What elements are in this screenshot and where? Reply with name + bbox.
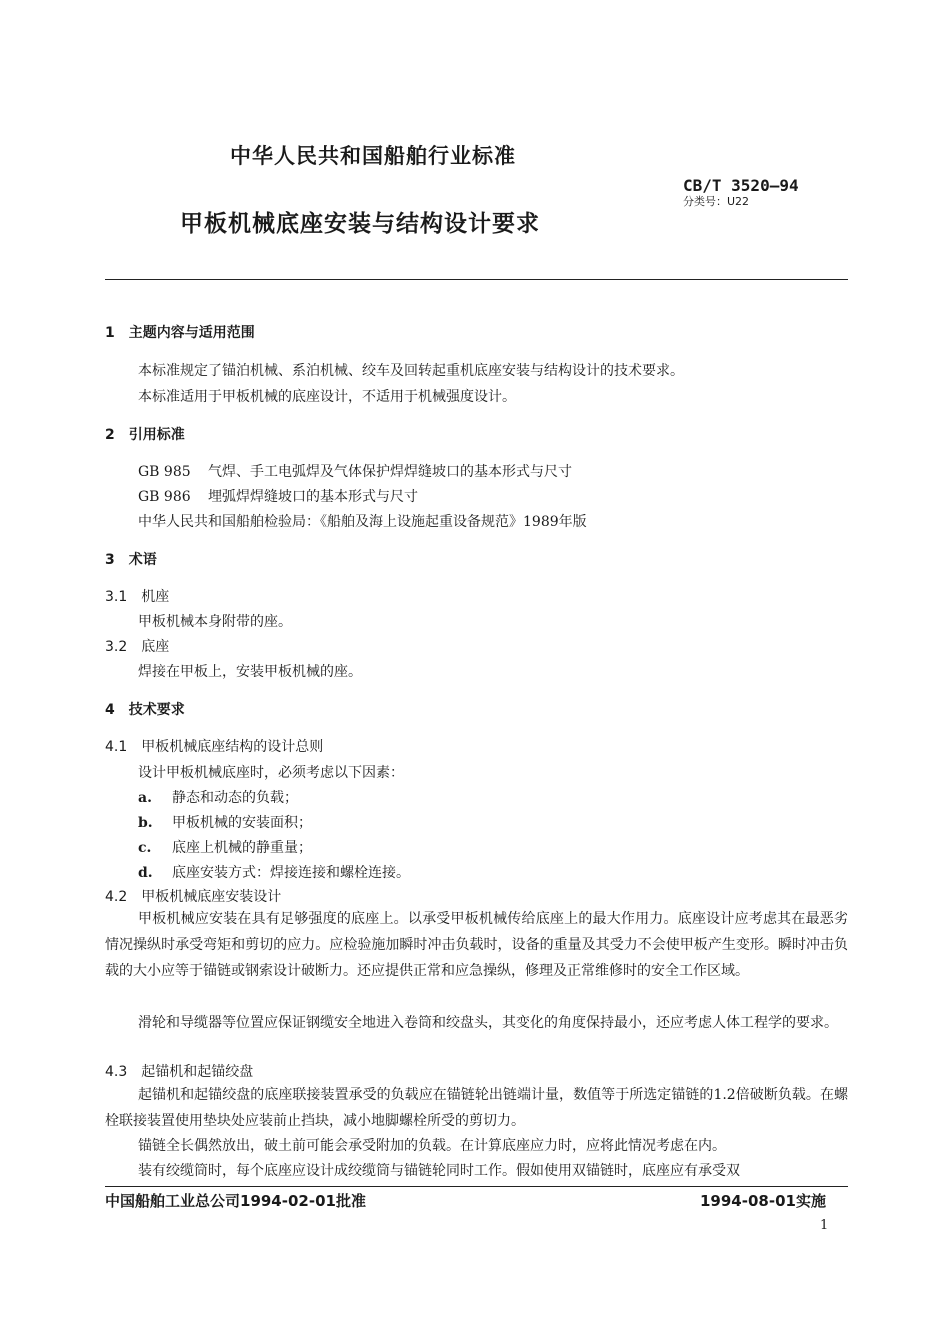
section-1-paragraph-1: 本标准规定了锚泊机械、系泊机械、绞车及回转起重机底座安装与结构设计的技术要求。: [138, 363, 684, 379]
page-number: 1: [820, 1218, 829, 1233]
clause-4-3-paragraph-1: 起锚机和起锚绞盘的底座联接装置承受的负载应在锚链轮出链端计量，数值等于所选定锚链的1.2倍破断负载。在螺栓联接装置使用垫块处应装前止挡块，减小地脚螺栓所受的剪切力。: [105, 1087, 848, 1129]
list-item-label: b.: [138, 815, 153, 831]
list-item-text: 甲板机械的安装面积；: [172, 815, 312, 831]
reference-code: GB 985: [138, 464, 191, 480]
clause-4-2-heading: 4.2 甲板机械底座安装设计: [105, 889, 282, 905]
reference-text: 埋弧焊焊缝坡口的基本形式与尺寸: [208, 489, 418, 505]
section-2-heading: 2 引用标准: [105, 427, 185, 443]
list-item-b: [138, 812, 312, 832]
section-4-heading: 4 技术要求: [105, 702, 185, 718]
reference-text: 气焊、手工电弧焊及气体保护焊焊缝坡口的基本形式与尺寸: [208, 464, 572, 480]
clause-4-3-paragraph-3: 装有绞缆筒时，每个底座应设计成绞缆筒与锚链轮同时工作。假如使用双锚链时，底座应有承受双: [138, 1163, 740, 1179]
list-item-label: c.: [138, 840, 152, 856]
clause-4-3-paragraph-2: 锚链全长偶然放出，破土前可能会承受附加的负载。在计算底座应力时，应将此情况考虑在内。: [138, 1138, 726, 1154]
document-title: 甲板机械底座安装与结构设计要求: [180, 211, 540, 237]
reference-gb986: [138, 486, 418, 506]
classification-number: 分类号：U22: [683, 195, 750, 208]
clause-4-1-heading: 4.1 甲板机械底座结构的设计总则: [105, 739, 324, 755]
term-3-2-heading: 3.2 底座: [105, 639, 170, 655]
section-3-heading: 3 术语: [105, 552, 157, 568]
list-item-label: a.: [138, 790, 152, 806]
clause-4-2-paragraph-2: 滑轮和导缆器等位置应保证钢缆安全地进入卷筒和绞盘头，其变化的角度保持最小，还应考虑人体工程学的要求。: [138, 1015, 838, 1031]
reference-lifting-code: 中华人民共和国船舶检验局：《船舶及海上设施起重设备规范》1989年版: [138, 514, 587, 530]
clause-4-3-heading: 4.3 起锚机和起锚绞盘: [105, 1064, 254, 1080]
issuing-authority-title: 中华人民共和国船舶行业标准: [230, 144, 516, 168]
list-item-c: [138, 837, 312, 857]
list-item-d: [138, 862, 410, 882]
approval-date: 中国船舶工业总公司1994-02-01批准: [105, 1192, 366, 1210]
reference-code: GB 986: [138, 489, 191, 505]
list-item-text: 底座安装方式：焊接连接和螺栓连接。: [172, 865, 410, 881]
clause-4-1-intro: 设计甲板机械底座时，必须考虑以下因素：: [138, 765, 404, 781]
term-3-2-definition: 焊接在甲板上，安装甲板机械的座。: [138, 664, 362, 680]
clause-4-2-paragraph-1: 甲板机械应安装在具有足够强度的底座上。以承受甲板机械传给底座上的最大作用力。底座设计应考虑其在最恶劣情况操纵时承受弯矩和剪切的应力。应检验施加瞬时冲击负载时，设备的重量及其受力不会使甲板产生变形。瞬时冲击负载的大小应等于锚链或钢索设计破断力。还应提供正常和应急操纵，修理及正常维修时的安全工作区域。: [105, 911, 848, 979]
reference-gb985: [138, 461, 572, 481]
list-item-a: [138, 787, 298, 807]
section-1-heading: 1 主题内容与适用范围: [105, 325, 255, 341]
footer-divider: [105, 1186, 848, 1187]
standard-code: CB/T 3520—94: [683, 176, 799, 195]
list-item-label: d.: [138, 865, 153, 881]
term-3-1-definition: 甲板机械本身附带的座。: [138, 614, 292, 630]
list-item-text: 底座上机械的静重量；: [172, 840, 312, 856]
effective-date: 1994-08-01实施: [700, 1192, 826, 1210]
section-1-paragraph-2: 本标准适用于甲板机械的底座设计，不适用于机械强度设计。: [138, 389, 516, 405]
header-divider: [105, 279, 848, 280]
list-item-text: 静态和动态的负载；: [172, 790, 298, 806]
term-3-1-heading: 3.1 机座: [105, 589, 170, 605]
